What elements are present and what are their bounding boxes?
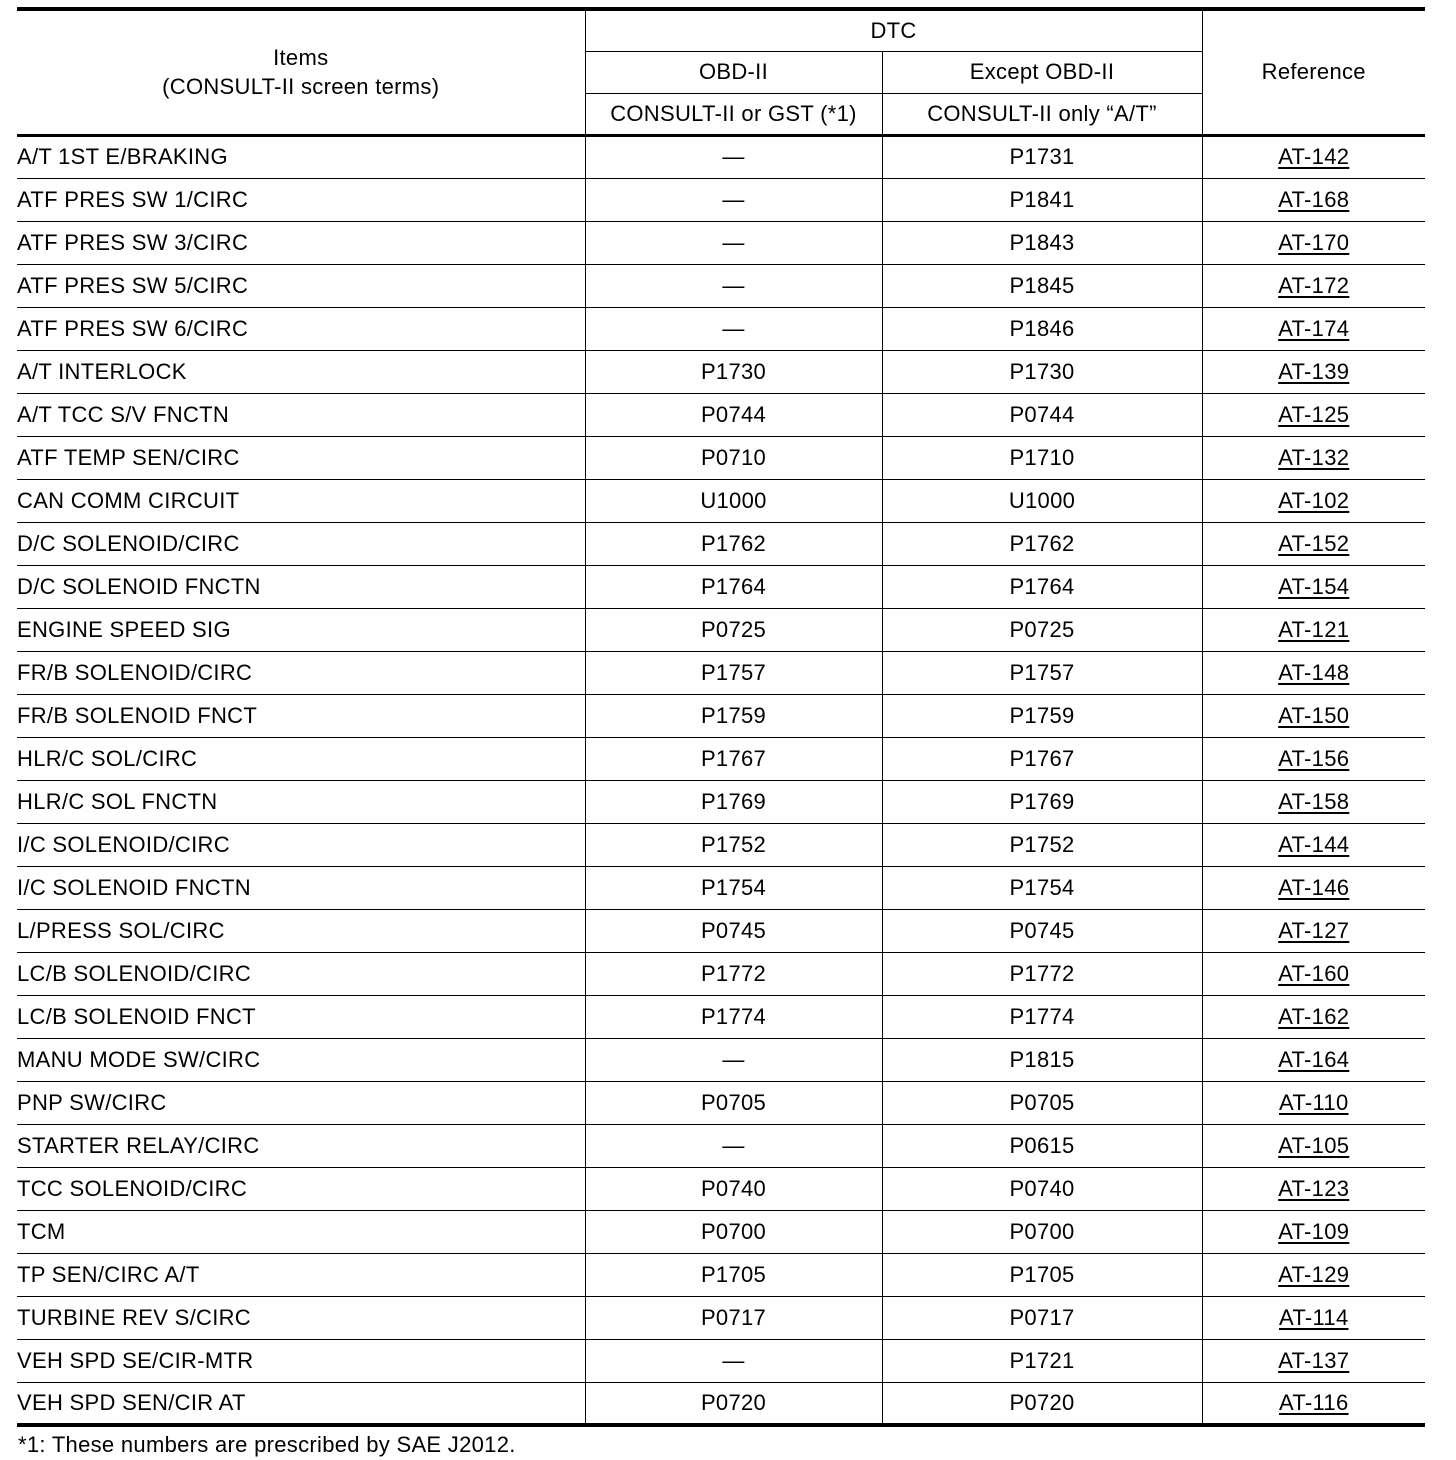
reference-cell [1202, 135, 1425, 178]
reference-link[interactable]: AT-125 [1278, 401, 1350, 427]
except-obd-code-cell: P0720 [882, 1382, 1202, 1425]
reference-link[interactable]: AT-172 [1278, 272, 1350, 298]
obd-code-cell: P1759 [585, 694, 882, 737]
reference-link[interactable]: AT-127 [1278, 917, 1350, 943]
except-obd-code-cell: P1721 [882, 1339, 1202, 1382]
obd-code-cell: P0725 [585, 608, 882, 651]
obd-code-cell: — [585, 1339, 882, 1382]
footnote: *1: These numbers are prescribed by SAE J2012. [18, 1432, 516, 1457]
reference-link[interactable]: AT-121 [1278, 616, 1350, 642]
reference-cell [1202, 1382, 1425, 1425]
except-obd-code-cell: P1846 [882, 307, 1202, 350]
reference-link[interactable]: AT-146 [1278, 874, 1350, 900]
reference-cell [1202, 995, 1425, 1038]
except-obd-code-cell: P0700 [882, 1210, 1202, 1253]
item-name-cell: A/T INTERLOCK [17, 350, 585, 393]
obd-code-cell: P1772 [585, 952, 882, 995]
table-row [17, 1210, 1425, 1253]
dtc-table [17, 7, 1425, 1427]
reference-link[interactable]: AT-142 [1278, 144, 1350, 169]
reference-link[interactable]: AT-109 [1278, 1218, 1350, 1244]
reference-link[interactable]: AT-152 [1278, 530, 1350, 556]
dtc-table-body [17, 135, 1425, 1425]
reference-link[interactable]: AT-137 [1278, 1347, 1350, 1373]
table-row [17, 178, 1425, 221]
except-obd-code-cell: P1757 [882, 651, 1202, 694]
reference-header: Reference [1202, 9, 1425, 135]
item-name-cell: I/C SOLENOID FNCTN [17, 866, 585, 909]
table-row [17, 1253, 1425, 1296]
except-obd-code-cell: P0725 [882, 608, 1202, 651]
reference-cell [1202, 1167, 1425, 1210]
reference-cell [1202, 780, 1425, 823]
item-name-cell: ATF TEMP SEN/CIRC [17, 436, 585, 479]
except-obd-code-cell: P1815 [882, 1038, 1202, 1081]
obd-code-cell: P1762 [585, 522, 882, 565]
item-name-cell: ATF PRES SW 1/CIRC [17, 178, 585, 221]
table-row [17, 737, 1425, 780]
item-name-cell: A/T TCC S/V FNCTN [17, 393, 585, 436]
reference-cell [1202, 1081, 1425, 1124]
reference-cell [1202, 264, 1425, 307]
reference-cell [1202, 694, 1425, 737]
table-row [17, 608, 1425, 651]
obd-code-cell: P0745 [585, 909, 882, 952]
table-row [17, 393, 1425, 436]
item-name-cell: VEH SPD SEN/CIR AT [17, 1382, 585, 1425]
table-row [17, 436, 1425, 479]
items-header [17, 9, 585, 135]
obd-code-cell: P0720 [585, 1382, 882, 1425]
except-obd-code-cell: P1762 [882, 522, 1202, 565]
table-row [17, 952, 1425, 995]
item-name-cell: STARTER RELAY/CIRC [17, 1124, 585, 1167]
table-row [17, 221, 1425, 264]
item-name-cell: ENGINE SPEED SIG [17, 608, 585, 651]
reference-cell [1202, 307, 1425, 350]
except-obd-subheader: CONSULT-II only “A/T” [882, 93, 1202, 135]
obd-code-cell: P0700 [585, 1210, 882, 1253]
reference-cell [1202, 565, 1425, 608]
items-header-line2: (CONSULT-II screen terms) [162, 74, 440, 100]
table-row [17, 1296, 1425, 1339]
reference-cell [1202, 909, 1425, 952]
except-obd-code-cell: P1774 [882, 995, 1202, 1038]
obd-code-cell: — [585, 178, 882, 221]
item-name-cell: FR/B SOLENOID FNCT [17, 694, 585, 737]
reference-cell [1202, 1124, 1425, 1167]
item-name-cell: TP SEN/CIRC A/T [17, 1253, 585, 1296]
table-row [17, 307, 1425, 350]
table-row [17, 995, 1425, 1038]
item-name-cell: LC/B SOLENOID FNCT [17, 995, 585, 1038]
reference-cell [1202, 350, 1425, 393]
table-row [17, 823, 1425, 866]
obd-code-cell: P0744 [585, 393, 882, 436]
obd-code-cell: — [585, 307, 882, 350]
reference-link[interactable]: AT-158 [1278, 788, 1350, 814]
table-row [17, 780, 1425, 823]
table-row [17, 565, 1425, 608]
reference-link[interactable]: AT-116 [1279, 1389, 1349, 1415]
reference-link[interactable]: AT-168 [1278, 186, 1350, 212]
obd-code-cell: — [585, 264, 882, 307]
item-name-cell: ATF PRES SW 6/CIRC [17, 307, 585, 350]
table-row [17, 479, 1425, 522]
reference-link[interactable]: AT-148 [1278, 659, 1350, 685]
header-row-1 [17, 9, 1425, 51]
except-obd-code-cell: P0717 [882, 1296, 1202, 1339]
except-obd-code-cell: P1769 [882, 780, 1202, 823]
reference-cell [1202, 823, 1425, 866]
table-row [17, 350, 1425, 393]
reference-cell [1202, 866, 1425, 909]
reference-link[interactable]: AT-129 [1278, 1261, 1350, 1287]
reference-cell [1202, 393, 1425, 436]
obd-code-cell: P1774 [585, 995, 882, 1038]
except-obd-code-cell: P0745 [882, 909, 1202, 952]
reference-link[interactable]: AT-123 [1278, 1175, 1350, 1201]
table-row [17, 1081, 1425, 1124]
obd-code-cell: P1764 [585, 565, 882, 608]
reference-link[interactable]: AT-164 [1278, 1046, 1350, 1072]
reference-cell [1202, 1296, 1425, 1339]
except-obd-code-cell: P1845 [882, 264, 1202, 307]
item-name-cell: PNP SW/CIRC [17, 1081, 585, 1124]
obd-code-cell: P0710 [585, 436, 882, 479]
except-obd-code-cell: P1710 [882, 436, 1202, 479]
items-header-line1: Items [273, 45, 329, 71]
obd-code-cell: P1767 [585, 737, 882, 780]
item-name-cell: HLR/C SOL FNCTN [17, 780, 585, 823]
obd-code-cell: P1754 [585, 866, 882, 909]
except-obd-code-cell: P1767 [882, 737, 1202, 780]
item-name-cell: TURBINE REV S/CIRC [17, 1296, 585, 1339]
obd-code-cell: P1757 [585, 651, 882, 694]
except-obd-code-cell: P1705 [882, 1253, 1202, 1296]
item-name-cell: I/C SOLENOID/CIRC [17, 823, 585, 866]
reference-link[interactable]: AT-114 [1279, 1304, 1349, 1330]
reference-link[interactable]: AT-160 [1278, 960, 1350, 986]
item-name-cell: D/C SOLENOID FNCTN [17, 565, 585, 608]
obd-header: OBD-II [585, 51, 882, 93]
obd-code-cell: P1730 [585, 350, 882, 393]
except-obd-code-cell: P1764 [882, 565, 1202, 608]
item-name-cell: VEH SPD SE/CIR-MTR [17, 1339, 585, 1382]
except-obd-code-cell: P0744 [882, 393, 1202, 436]
reference-link[interactable]: AT-170 [1278, 229, 1350, 255]
obd-subheader: CONSULT-II or GST (*1) [585, 93, 882, 135]
reference-link[interactable]: AT-156 [1278, 745, 1350, 771]
obd-code-cell: — [585, 1124, 882, 1167]
except-obd-code-cell: P0740 [882, 1167, 1202, 1210]
reference-link[interactable]: AT-150 [1278, 702, 1350, 728]
reference-cell [1202, 952, 1425, 995]
reference-cell [1202, 737, 1425, 780]
reference-link[interactable]: AT-154 [1278, 573, 1350, 599]
obd-code-cell: P1705 [585, 1253, 882, 1296]
table-row [17, 264, 1425, 307]
reference-cell [1202, 1339, 1425, 1382]
obd-code-cell: P1769 [585, 780, 882, 823]
table-row [17, 866, 1425, 909]
reference-cell [1202, 1253, 1425, 1296]
reference-cell [1202, 178, 1425, 221]
except-obd-code-cell: P1754 [882, 866, 1202, 909]
obd-code-cell: — [585, 1038, 882, 1081]
reference-link[interactable]: AT-174 [1278, 315, 1350, 341]
obd-code-cell: P0717 [585, 1296, 882, 1339]
reference-link[interactable]: AT-132 [1278, 444, 1350, 470]
item-name-cell: L/PRESS SOL/CIRC [17, 909, 585, 952]
obd-code-cell: — [585, 221, 882, 264]
table-row [17, 1382, 1425, 1425]
reference-cell [1202, 522, 1425, 565]
reference-cell [1202, 221, 1425, 264]
table-row [17, 651, 1425, 694]
table-row [17, 1124, 1425, 1167]
except-obd-code-cell: P1759 [882, 694, 1202, 737]
except-obd-code-cell: P0615 [882, 1124, 1202, 1167]
except-obd-code-cell: P1841 [882, 178, 1202, 221]
obd-code-cell: P1752 [585, 823, 882, 866]
reference-link[interactable]: AT-102 [1278, 487, 1350, 513]
item-name-cell: MANU MODE SW/CIRC [17, 1038, 585, 1081]
item-name-cell: TCM [17, 1210, 585, 1253]
reference-link[interactable]: AT-105 [1278, 1132, 1350, 1158]
table-row [17, 1038, 1425, 1081]
reference-cell [1202, 479, 1425, 522]
item-name-cell: TCC SOLENOID/CIRC [17, 1167, 585, 1210]
item-name-cell: CAN COMM CIRCUIT [17, 479, 585, 522]
table-row [17, 135, 1425, 178]
reference-cell [1202, 1038, 1425, 1081]
except-obd-code-cell: P1772 [882, 952, 1202, 995]
obd-code-cell: P0705 [585, 1081, 882, 1124]
obd-code-cell: P0740 [585, 1167, 882, 1210]
reference-cell [1202, 608, 1425, 651]
except-obd-code-cell: P1752 [882, 823, 1202, 866]
except-obd-code-cell: P1843 [882, 221, 1202, 264]
table-row [17, 1167, 1425, 1210]
reference-cell [1202, 651, 1425, 694]
item-name-cell: D/C SOLENOID/CIRC [17, 522, 585, 565]
table-row [17, 909, 1425, 952]
reference-cell [1202, 1210, 1425, 1253]
item-name-cell: A/T 1ST E/BRAKING [17, 135, 585, 178]
reference-cell [1202, 436, 1425, 479]
reference-link[interactable]: AT-144 [1278, 831, 1350, 857]
table-row [17, 522, 1425, 565]
except-obd-code-cell: P1731 [882, 135, 1202, 178]
reference-link[interactable]: AT-139 [1278, 358, 1350, 384]
reference-link[interactable]: AT-110 [1279, 1089, 1349, 1115]
except-obd-header: Except OBD-II [882, 51, 1202, 93]
except-obd-code-cell: P1730 [882, 350, 1202, 393]
item-name-cell: FR/B SOLENOID/CIRC [17, 651, 585, 694]
except-obd-code-cell: P0705 [882, 1081, 1202, 1124]
item-name-cell: ATF PRES SW 5/CIRC [17, 264, 585, 307]
obd-code-cell: U1000 [585, 479, 882, 522]
item-name-cell: LC/B SOLENOID/CIRC [17, 952, 585, 995]
obd-code-cell: — [585, 135, 882, 178]
except-obd-code-cell: U1000 [882, 479, 1202, 522]
dtc-header: DTC [585, 9, 1202, 51]
item-name-cell: HLR/C SOL/CIRC [17, 737, 585, 780]
item-name-cell: ATF PRES SW 3/CIRC [17, 221, 585, 264]
reference-link[interactable]: AT-162 [1278, 1003, 1350, 1029]
table-row [17, 694, 1425, 737]
table-row [17, 1339, 1425, 1382]
